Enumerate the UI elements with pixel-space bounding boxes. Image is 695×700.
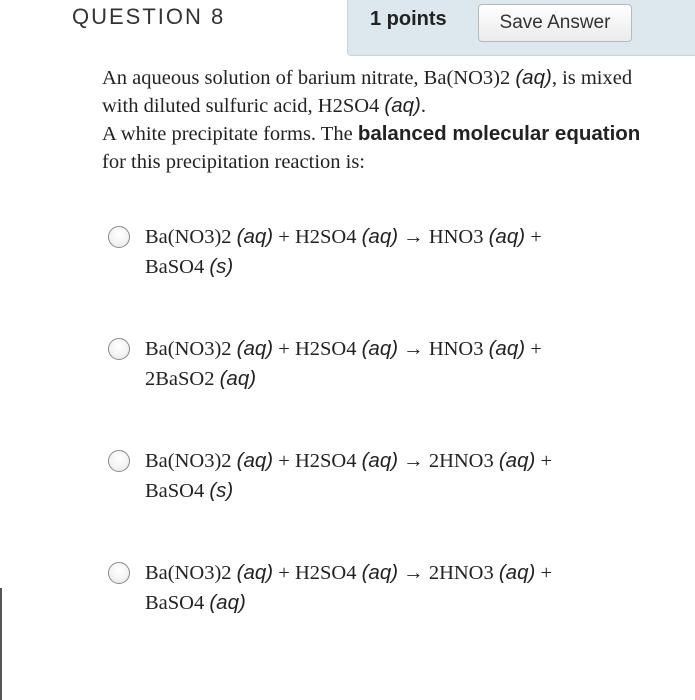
option-part: + H2SO4 [273,562,362,584]
option-state: (aq) [236,225,274,248]
option-part: Ba(NO3)2 [145,226,237,248]
option-part: BaSO4 [145,592,210,614]
option-part: Ba(NO3)2 [145,450,237,472]
option-state: (aq) [236,561,274,584]
option-state: (aq) [361,225,399,248]
option-state: (aq) [361,449,399,472]
points-label: 1 points [370,8,447,30]
option-part: 2BaSO2 [145,368,220,390]
option-equation [145,446,625,506]
option-equation [145,558,625,618]
option-state: (aq) [488,337,526,360]
option-part: → 2HNO3 [398,562,499,584]
radio-button[interactable] [108,226,130,248]
option-part: BaSO4 [145,480,210,502]
option-equation [145,334,625,394]
question-text-part: A white precipitate forms. The [102,123,358,145]
option-part: + H2SO4 [273,338,362,360]
option-part: + [525,226,542,248]
option-state: (aq) [498,561,536,584]
option-state: (aq) [488,225,526,248]
question-state-label: (aq) [384,94,421,117]
option-state: (s) [209,479,234,502]
save-answer-button[interactable]: Save Answer [478,4,632,42]
question-emphasis: balanced molecular equation [357,122,641,145]
radio-button[interactable] [108,450,130,472]
option-state: (aq) [236,449,274,472]
option-part: + [535,562,553,584]
option-part: + [525,338,542,360]
option-part: → HNO3 [398,226,489,248]
option-state: (aq) [361,337,399,360]
option-part: → HNO3 [398,338,489,360]
question-text-part: for this precipitation reaction is: [102,151,366,173]
option-part: BaSO4 [145,256,210,278]
option-state: (aq) [361,561,399,584]
option-part: Ba(NO3)2 [145,338,237,360]
option-state: (aq) [209,591,246,614]
option-state: (s) [209,255,234,278]
option-part: + H2SO4 [273,226,362,248]
radio-button[interactable] [108,338,130,360]
option-state: (aq) [236,337,274,360]
question-text-part: . [420,95,426,117]
question-text-part: An aqueous solution of barium nitrate, Ba(NO3)2 [102,67,516,89]
question-header: QUESTION 8 [72,4,226,29]
option-state: (aq) [219,367,257,390]
question-state-label: (aq) [515,66,552,89]
option-state: (aq) [498,449,536,472]
option-equation [145,222,625,282]
points-panel [347,0,695,56]
left-divider [0,588,2,700]
question-text-part: , is mixed with diluted sulfuric acid, H2SO4 [102,67,633,117]
option-part: Ba(NO3)2 [145,562,237,584]
option-part: + [535,450,553,472]
option-part: + H2SO4 [273,450,362,472]
question-text [102,64,642,176]
radio-button[interactable] [108,562,130,584]
option-part: → 2HNO3 [398,450,499,472]
